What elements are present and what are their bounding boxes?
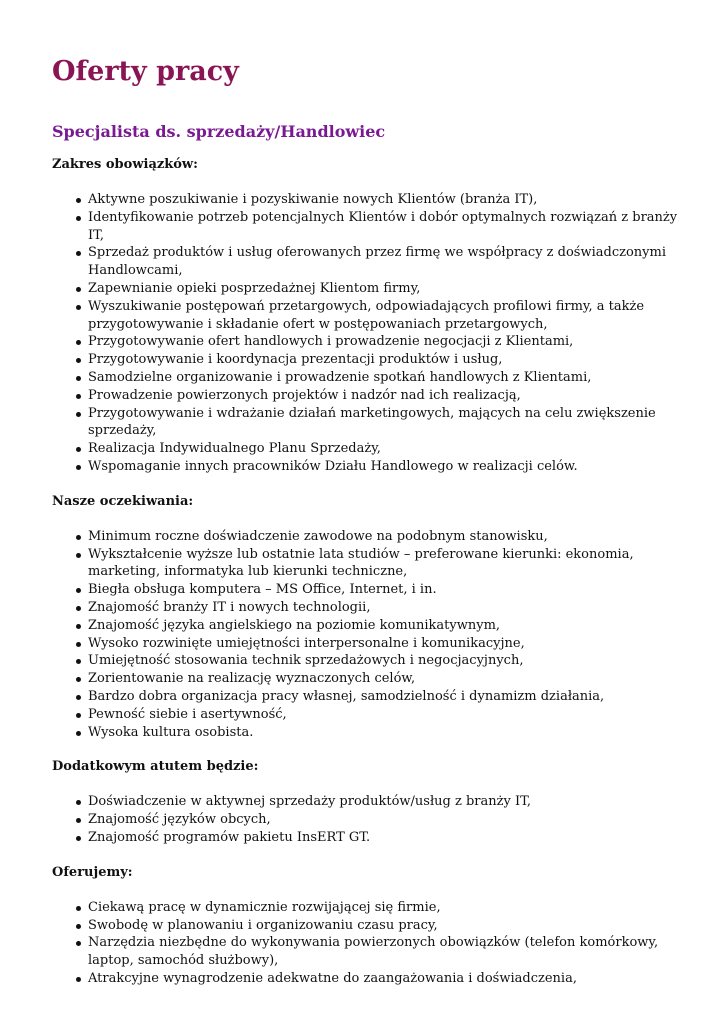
list-item: Znajomość branży IT i nowych technologii, — [52, 599, 692, 617]
section-heading: Nasze oczekiwania: — [52, 493, 194, 509]
bullet-list — [52, 528, 692, 742]
job-title: Specjalista ds. sprzedaży/Handlowiec — [52, 122, 386, 141]
bullet-list — [52, 191, 692, 476]
list-item: Biegła obsługa komputera – MS Office, Internet, i in. — [52, 581, 692, 599]
list-item: Przygotowywanie i koordynacja prezentacji produktów i usług, — [52, 351, 692, 369]
list-item: Prowadzenie powierzonych projektów i nadzór nad ich realizacją, — [52, 387, 692, 405]
list-item: Wyszukiwanie postępowań przetargowych, odpowiadających profilowi firmy, a także przygotowywanie i składanie ofert w postępowaniach przetargowych, — [52, 298, 692, 334]
list-item: Swobodę w planowaniu i organizowaniu czasu pracy, — [52, 917, 692, 935]
section-heading: Dodatkowym atutem będzie: — [52, 759, 259, 775]
list-item: Realizacja Indywidualnego Planu Sprzedaży, — [52, 440, 692, 458]
list-item: Znajomość programów pakietu InsERT GT. — [52, 829, 692, 847]
list-item: Narzędzia niezbędne do wykonywania powierzonych obowiązków (telefon komórkowy, laptop, samochód służbowy), — [52, 934, 692, 970]
list-item: Pewność siebie i asertywność, — [52, 706, 692, 724]
section-heading: Zakres obowiązków: — [52, 157, 198, 172]
list-item: Przygotowywanie ofert handlowych i prowadzenie negocjacji z Klientami, — [52, 333, 692, 351]
section-advantages — [52, 758, 692, 846]
list-item: Doświadczenie w aktywnej sprzedaży produktów/usług z branży IT, — [52, 793, 692, 811]
list-item: Zorientowanie na realizację wyznaczonych celów, — [52, 670, 692, 688]
list-item: Aktywne poszukiwanie i pozyskiwanie nowych Klientów (branża IT), — [52, 191, 692, 209]
list-item: Przygotowywanie i wdrażanie działań marketingowych, mających na celu zwiększenie sprzedaży, — [52, 405, 692, 441]
list-item: Wykształcenie wyższe lub ostatnie lata studiów – preferowane kierunki: ekonomia, marketing, informatyka lub kierunki techniczne, — [52, 546, 692, 582]
list-item: Znajomość języka angielskiego na poziomie komunikatywnym, — [52, 617, 692, 635]
section-heading: Oferujemy: — [52, 864, 133, 880]
list-item: Samodzielne organizowanie i prowadzenie spotkań handlowych z Klientami, — [52, 369, 692, 387]
list-item: Wspomaganie innych pracowników Działu Handlowego w realizacji celów. — [52, 458, 692, 476]
list-item: Ciekawą pracę w dynamicznie rozwijającej się firmie, — [52, 899, 692, 917]
list-item: Atrakcyjne wynagrodzenie adekwatne do zaangażowania i doświadczenia, — [52, 970, 692, 988]
section-expectations — [52, 493, 692, 742]
section-offer — [52, 864, 692, 988]
page-title: Oferty pracy — [52, 56, 239, 87]
list-item: Minimum roczne doświadczenie zawodowe na podobnym stanowisku, — [52, 528, 692, 546]
list-item: Wysoko rozwinięte umiejętności interpersonalne i komunikacyjne, — [52, 635, 692, 653]
bullet-list — [52, 793, 692, 846]
section-responsibilities — [52, 156, 692, 476]
list-item: Wysoka kultura osobista. — [52, 724, 692, 742]
job-sections — [52, 156, 692, 1005]
list-item: Umiejętność stosowania technik sprzedażowych i negocjacyjnych, — [52, 652, 692, 670]
list-item: Znajomość języków obcych, — [52, 811, 692, 829]
list-item: Sprzedaż produktów i usług oferowanych przez firmę we współpracy z doświadczonymi Handlowcami, — [52, 244, 692, 280]
bullet-list — [52, 899, 692, 988]
list-item: Zapewnianie opieki posprzedażnej Klientom firmy, — [52, 280, 692, 298]
list-item: Identyfikowanie potrzeb potencjalnych Klientów i dobór optymalnych rozwiązań z branży IT, — [52, 209, 692, 245]
list-item: Bardzo dobra organizacja pracy własnej, samodzielność i dynamizm działania, — [52, 688, 692, 706]
